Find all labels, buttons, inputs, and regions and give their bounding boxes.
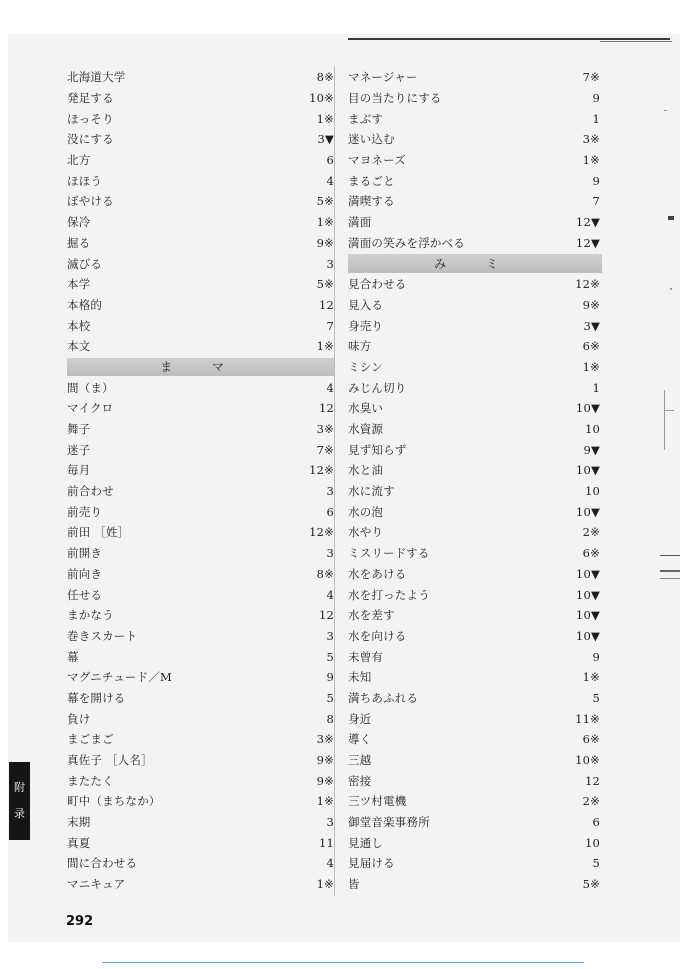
index-entry	[67, 315, 335, 336]
index-entry	[67, 812, 335, 833]
entry-term: 密接	[348, 773, 372, 788]
entry-level: 1	[592, 380, 600, 395]
entry-level: 10▼	[575, 463, 600, 478]
entry-term: 水をあける	[348, 566, 407, 581]
entry-term: 負け	[67, 711, 91, 726]
entry-term: 本校	[67, 318, 91, 333]
entry-level: 5※	[316, 194, 334, 209]
entry-term: 町中（まちなか）	[67, 794, 161, 809]
index-entry	[67, 191, 335, 212]
index-entry	[348, 832, 602, 853]
entry-term: またたく	[67, 773, 114, 788]
entry-term: 前売り	[67, 504, 103, 519]
scan-margin-marks	[660, 110, 680, 710]
index-entry	[67, 667, 335, 688]
entry-term: ミスリードする	[348, 546, 430, 561]
entry-term: 任せる	[67, 587, 103, 602]
entry-term: 舞子	[67, 422, 91, 437]
entry-level: 10▼	[575, 504, 600, 519]
entry-term: 前田 ［姓］	[67, 525, 130, 540]
entry-level: 4	[326, 856, 334, 871]
entry-level: 1※	[582, 359, 600, 374]
right-index-column	[348, 67, 602, 895]
entry-term: 導く	[348, 732, 372, 747]
entry-level: 10※	[309, 91, 334, 106]
entry-level: 8※	[316, 566, 334, 581]
entry-term: 巻きスカート	[67, 628, 138, 643]
entry-term: 発足する	[67, 91, 114, 106]
entry-level: 11	[318, 835, 334, 850]
index-entry	[67, 750, 335, 771]
kana-section-header: み ミ	[348, 254, 602, 273]
entry-level: 10▼	[575, 401, 600, 416]
entry-level: 6※	[582, 732, 600, 747]
entry-term: 御堂音楽事務所	[348, 815, 430, 830]
entry-term: 三越	[348, 753, 372, 768]
index-entry	[348, 336, 602, 357]
index-entry	[348, 88, 602, 109]
entry-term: 満面	[348, 215, 372, 230]
entry-term: 前開き	[67, 546, 103, 561]
index-entry	[67, 605, 335, 626]
entry-term: ほほう	[67, 173, 103, 188]
entry-level: 10※	[575, 753, 600, 768]
top-rule-secondary	[600, 41, 672, 42]
entry-level: 1※	[316, 215, 334, 230]
entry-level: 9	[592, 173, 600, 188]
entry-level: 10▼	[575, 566, 600, 581]
entry-level: 10▼	[575, 628, 600, 643]
index-entry	[67, 874, 335, 895]
entry-term: マイクロ	[67, 401, 114, 416]
entry-term: みじん切り	[348, 380, 407, 395]
entry-term: 身売り	[348, 318, 384, 333]
index-entry	[348, 750, 602, 771]
entry-level: 1	[592, 111, 600, 126]
entry-term: 滅びる	[67, 256, 103, 271]
index-entry	[348, 315, 602, 336]
entry-level: 12	[318, 401, 334, 416]
entry-term: 迷子	[67, 442, 91, 457]
entry-level: 3▼	[583, 318, 600, 333]
index-entry	[348, 295, 602, 316]
index-entry	[67, 170, 335, 191]
index-entry	[67, 791, 335, 812]
entry-term: マニキュア	[67, 877, 126, 892]
entry-level: 6	[326, 504, 334, 519]
entry-term: 満喫する	[348, 194, 395, 209]
entry-term: 水を向ける	[348, 628, 407, 643]
entry-level: 9▼	[583, 442, 600, 457]
entry-level: 6※	[582, 546, 600, 561]
index-entry	[67, 419, 335, 440]
entry-term: 毎月	[67, 463, 91, 478]
entry-term: 没にする	[67, 132, 114, 147]
entry-term: 間（ま）	[67, 380, 114, 395]
index-entry	[348, 667, 602, 688]
top-rule	[348, 38, 670, 40]
entry-term: 見合わせる	[348, 277, 407, 292]
entry-level: 12▼	[575, 235, 600, 250]
index-entry	[348, 708, 602, 729]
entry-term: 満ちあふれる	[348, 690, 419, 705]
entry-term: 水やり	[348, 525, 384, 540]
index-entry	[67, 212, 335, 233]
entry-level: 2※	[582, 525, 600, 540]
index-entry	[67, 108, 335, 129]
entry-level: 5※	[316, 277, 334, 292]
index-entry	[348, 170, 602, 191]
entry-term: 見入る	[348, 297, 384, 312]
index-entry	[67, 853, 335, 874]
entry-level: 10	[584, 484, 600, 499]
entry-term: 本格的	[67, 297, 103, 312]
index-entry	[67, 460, 335, 481]
index-entry	[348, 874, 602, 895]
entry-level: 4	[326, 587, 334, 602]
entry-level: 1※	[582, 670, 600, 685]
side-tab-char: 附	[14, 781, 25, 794]
kana-section-header: ま マ	[67, 358, 335, 377]
index-entry	[348, 377, 602, 398]
entry-term: 水と油	[348, 463, 384, 478]
index-entry	[67, 729, 335, 750]
entry-level: 3▼	[317, 132, 334, 147]
index-entry	[348, 108, 602, 129]
entry-term: 水を差す	[348, 608, 395, 623]
entry-level: 10	[584, 835, 600, 850]
entry-level: 6	[326, 153, 334, 168]
entry-term: マネージャー	[348, 70, 418, 85]
entry-term: 見ず知らず	[348, 442, 407, 457]
index-entry	[348, 67, 602, 88]
appendix-side-tab	[9, 762, 30, 840]
entry-term: 水に流す	[348, 484, 395, 499]
index-entry	[348, 564, 602, 585]
entry-level: 3	[326, 815, 334, 830]
index-entry	[348, 460, 602, 481]
entry-level: 4	[326, 380, 334, 395]
index-entry	[348, 212, 602, 233]
entry-level: 5※	[582, 877, 600, 892]
footer-rule	[102, 962, 584, 963]
index-entry	[67, 398, 335, 419]
index-entry	[348, 812, 602, 833]
entry-term: 水資源	[348, 422, 384, 437]
entry-term: 迷い込む	[348, 132, 395, 147]
entry-term: 北方	[67, 153, 91, 168]
entry-level: 1※	[316, 794, 334, 809]
entry-level: 7	[326, 318, 334, 333]
entry-level: 8	[326, 711, 334, 726]
entry-term: 幕を開ける	[67, 690, 126, 705]
entry-level: 9	[326, 670, 334, 685]
index-entry	[67, 543, 335, 564]
index-entry	[348, 439, 602, 460]
index-entry	[67, 708, 335, 729]
index-entry	[67, 481, 335, 502]
entry-term: 水を打ったよう	[348, 587, 430, 602]
entry-level: 1※	[316, 877, 334, 892]
entry-term: 身近	[348, 711, 372, 726]
entry-level: 5	[592, 856, 600, 871]
entry-level: 6※	[582, 339, 600, 354]
entry-level: 3	[326, 484, 334, 499]
index-entry	[348, 605, 602, 626]
entry-level: 9※	[316, 235, 334, 250]
index-entry	[348, 853, 602, 874]
entry-level: 12	[584, 773, 600, 788]
entry-term: 北海道大学	[67, 70, 126, 85]
page-number: 292	[66, 914, 94, 929]
entry-level: 3※	[316, 732, 334, 747]
index-entry	[348, 274, 602, 295]
entry-level: 12※	[309, 525, 334, 540]
entry-level: 4	[326, 173, 334, 188]
index-entry	[348, 770, 602, 791]
index-entry	[67, 626, 335, 647]
entry-level: 9※	[316, 753, 334, 768]
entry-term: マヨネーズ	[348, 153, 406, 168]
entry-term: 保冷	[67, 215, 91, 230]
entry-term: 本文	[67, 339, 91, 354]
index-entry	[348, 791, 602, 812]
index-entry	[67, 233, 335, 254]
entry-term: 幕	[67, 649, 79, 664]
entry-level: 3	[326, 256, 334, 271]
entry-term: 本学	[67, 277, 91, 292]
entry-level: 7	[592, 194, 600, 209]
entry-level: 1※	[316, 111, 334, 126]
entry-level: 1※	[316, 339, 334, 354]
entry-level: 12	[318, 608, 334, 623]
index-entry	[348, 522, 602, 543]
entry-level: 10▼	[575, 608, 600, 623]
entry-term: マグニチュード／M	[67, 670, 172, 685]
index-entry	[67, 336, 335, 357]
entry-level: 2※	[582, 794, 600, 809]
side-tab-char: 录	[14, 807, 25, 820]
entry-level: 5	[326, 690, 334, 705]
index-entry	[67, 439, 335, 460]
left-index-column	[67, 67, 335, 895]
index-entry	[348, 584, 602, 605]
index-entry	[67, 150, 335, 171]
index-entry	[348, 626, 602, 647]
index-entry	[348, 233, 602, 254]
entry-term: 前向き	[67, 566, 103, 581]
entry-term: 水臭い	[348, 401, 384, 416]
index-entry	[348, 398, 602, 419]
entry-level: 3※	[582, 132, 600, 147]
entry-term: 前合わせ	[67, 484, 114, 499]
entry-level: 12▼	[575, 215, 600, 230]
column-divider	[334, 66, 335, 896]
index-entry	[348, 688, 602, 709]
entry-level: 7※	[582, 70, 600, 85]
entry-level: 11※	[575, 711, 600, 726]
index-entry	[67, 377, 335, 398]
entry-term: まごまご	[67, 732, 114, 747]
entry-term: 三ツ村電機	[348, 794, 407, 809]
index-entry	[67, 688, 335, 709]
entry-term: 満面の笑みを浮かべる	[348, 235, 465, 250]
entry-term: まるごと	[348, 173, 395, 188]
entry-term: 見通し	[348, 835, 384, 850]
index-entry	[67, 88, 335, 109]
index-entry	[348, 481, 602, 502]
entry-term: 未曾有	[348, 649, 384, 664]
index-entry	[348, 357, 602, 378]
entry-level: 3※	[316, 422, 334, 437]
index-entry	[67, 67, 335, 88]
entry-term: 真佐子 ［人名］	[67, 753, 153, 768]
entry-level: 9	[592, 649, 600, 664]
index-entry	[67, 584, 335, 605]
entry-term: まかなう	[67, 608, 114, 623]
index-entry	[67, 253, 335, 274]
entry-level: 12※	[575, 277, 600, 292]
entry-level: 9※	[316, 773, 334, 788]
entry-level: 12※	[309, 463, 334, 478]
index-entry	[348, 543, 602, 564]
entry-level: 1※	[582, 153, 600, 168]
index-entry	[67, 564, 335, 585]
index-entry	[67, 646, 335, 667]
entry-term: 目の当たりにする	[348, 91, 442, 106]
entry-level: 7※	[316, 442, 334, 457]
entry-level: 6	[592, 815, 600, 830]
entry-level: 9	[592, 91, 600, 106]
entry-level: 3	[326, 546, 334, 561]
entry-level: 5	[592, 690, 600, 705]
entry-level: 3	[326, 628, 334, 643]
entry-level: 10	[584, 422, 600, 437]
entry-term: まぶす	[348, 111, 384, 126]
index-entry	[67, 501, 335, 522]
entry-term: 見届ける	[348, 856, 395, 871]
index-entry	[67, 129, 335, 150]
entry-level: 10▼	[575, 587, 600, 602]
index-entry	[67, 832, 335, 853]
entry-level: 12	[318, 297, 334, 312]
entry-term: 間に合わせる	[67, 856, 138, 871]
entry-term: 掘る	[67, 235, 91, 250]
entry-term: 真夏	[67, 835, 91, 850]
entry-term: ほっそり	[67, 111, 114, 126]
index-entry	[348, 191, 602, 212]
entry-term: ミシン	[348, 359, 383, 374]
entry-term: 水の泡	[348, 504, 384, 519]
entry-term: 皆	[348, 877, 360, 892]
entry-level: 8※	[316, 70, 334, 85]
index-entry	[67, 522, 335, 543]
entry-level: 5	[326, 649, 334, 664]
entry-term: 味方	[348, 339, 372, 354]
index-entry	[348, 729, 602, 750]
entry-term: ぼやける	[67, 194, 114, 209]
index-entry	[348, 129, 602, 150]
index-entry	[348, 646, 602, 667]
index-entry	[348, 501, 602, 522]
index-entry	[67, 274, 335, 295]
entry-term: 末期	[67, 815, 91, 830]
index-entry	[348, 419, 602, 440]
index-entry	[67, 295, 335, 316]
entry-term: 未知	[348, 670, 372, 685]
index-entry	[348, 150, 602, 171]
index-entry	[67, 770, 335, 791]
entry-level: 9※	[582, 297, 600, 312]
